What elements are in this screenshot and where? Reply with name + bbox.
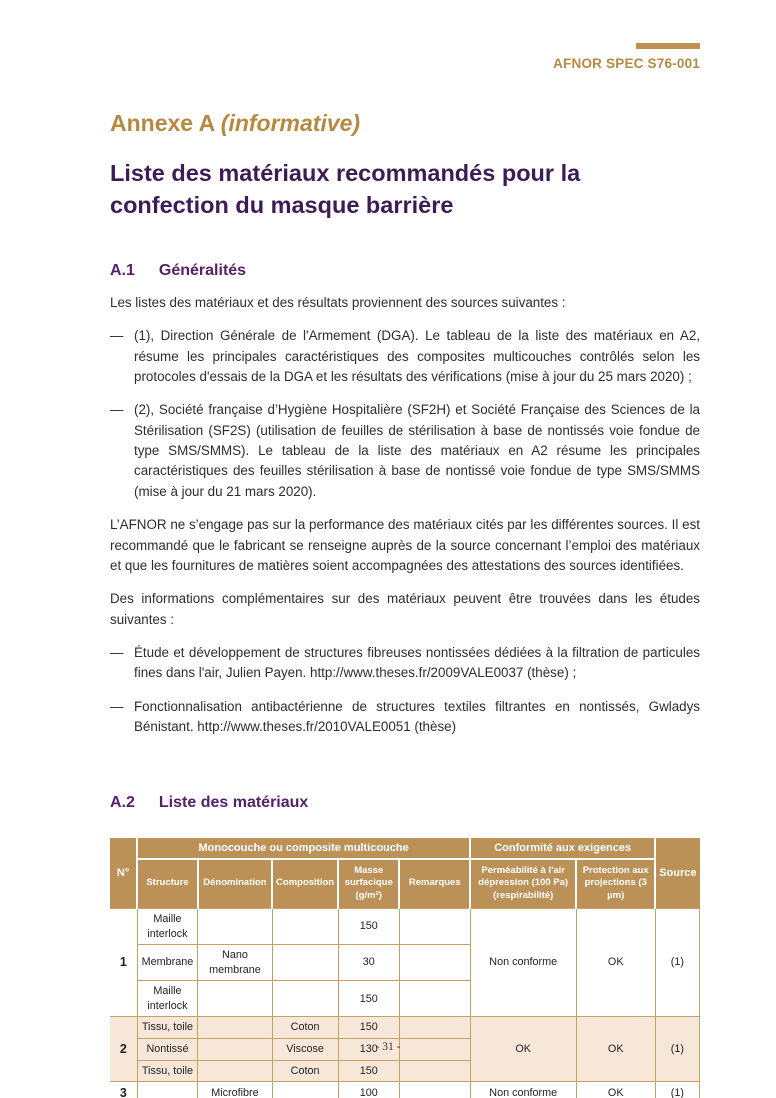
cell-denomination: Nano membrane (198, 945, 272, 981)
annexe-heading-main: Annexe A (110, 110, 215, 136)
cell-denomination: Microfibre (198, 1082, 272, 1098)
cell-permeabilite: Non conforme (470, 909, 576, 1017)
cell-remarques (399, 1082, 470, 1098)
table-subheader-row (110, 859, 700, 909)
col-header-masse-surfacique: Masse surfacique (g/m²) (338, 859, 399, 909)
cell-protection: OK (576, 1082, 655, 1098)
page-title: Liste des matériaux recommandés pour la confection du masque barrière (110, 160, 581, 219)
cell-source: (1) (655, 1017, 699, 1082)
cell-remarques (399, 981, 470, 1017)
annexe-heading-suffix: (informative) (220, 110, 361, 136)
section-heading-a2 (110, 794, 700, 812)
cell-denomination (198, 1017, 272, 1039)
cell-structure: Maille interlock (137, 981, 198, 1017)
col-header-n: N° (110, 838, 137, 909)
cell-remarques (399, 909, 470, 945)
cell-structure: Maille interlock (137, 909, 198, 945)
table-row (110, 1082, 700, 1098)
list-item (110, 326, 700, 387)
list-item (110, 697, 700, 738)
doc-reference: AFNOR SPEC S76-001 (553, 56, 700, 71)
col-header-denomination: Dénomination (198, 859, 272, 909)
page-number: - 31 - (375, 1041, 401, 1053)
table-header-row (110, 838, 700, 859)
cell-remarques (399, 945, 470, 981)
cell-permeabilite: Non conforme (470, 1082, 576, 1098)
cell-source: (1) (655, 1082, 699, 1098)
cell-denomination (198, 1060, 272, 1082)
col-header-source: Source (655, 838, 699, 909)
cell-masse-surfacique: 150 (338, 909, 399, 945)
section-heading-a1 (110, 262, 700, 280)
dash-marker: — (110, 698, 124, 714)
cell-num: 1 (110, 909, 137, 1017)
dash-marker: — (110, 645, 124, 661)
col-header-permeabilite: Perméabilité à l'air dépression (100 Pa) (respirabilité) (470, 859, 576, 909)
paragraph-afnor-disclaimer: L’AFNOR ne s’engage pas sur la performance des matériaux cités par les différentes sources. Il est recommandé que le fabricant se renseigne auprès de la source concernant l’emploi des matériaux et que les fournitures de matières soient accompagnées des attestations des sources identifiées. (110, 517, 700, 573)
dash-marker: — (110, 402, 124, 418)
dash-marker: — (110, 328, 124, 344)
col-group-conformite: Conformité aux exigences (470, 838, 655, 859)
cell-composition: Coton (272, 1060, 338, 1082)
cell-protection: OK (576, 909, 655, 1017)
cell-masse-surfacique: 130 (338, 1038, 399, 1060)
materials-table (110, 838, 700, 1098)
col-group-monocouche: Monocouche ou composite multicouche (137, 838, 470, 859)
cell-structure: Tissu, toile (137, 1060, 198, 1082)
col-header-structure: Structure (137, 859, 198, 909)
cell-denomination (198, 909, 272, 945)
list-item (110, 400, 700, 502)
annexe-heading (110, 110, 700, 137)
section-title: Liste des matériaux (158, 793, 309, 811)
cell-composition (272, 981, 338, 1017)
cell-remarques (399, 1060, 470, 1082)
cell-composition (272, 1082, 338, 1098)
cell-num: 2 (110, 1017, 137, 1082)
cell-source: (1) (655, 909, 699, 1017)
table-row (110, 909, 700, 945)
cell-composition: Viscose (272, 1038, 338, 1060)
sources-list (110, 326, 700, 502)
cell-structure: Membrane (137, 945, 198, 981)
list-item (110, 643, 700, 684)
paragraph-complementary-info: Des informations complémentaires sur des matériaux peuvent être trouvées dans les études suivantes : (110, 591, 700, 627)
materials-table-head (110, 838, 700, 909)
col-header-protection: Protection aux projections (3 µm) (576, 859, 655, 909)
cell-structure: Tissu, toile (137, 1017, 198, 1039)
cell-composition: Coton (272, 1017, 338, 1039)
header-rule (636, 43, 700, 49)
list-item-text: (2), Société française d’Hygiène Hospitalière (SF2H) et Société Française des Sciences de la Stérilisation (SF2S) (utilisation de feuilles de stérilisation à base de nontissés voie fondue de type SMS/SMMS). Le tableau de la liste des matériaux en A2 résume les principales caractéristiques des feuilles stérilisation à base de nontissé voie fondue de type SMS/SMMS (mise à jour du 21 mars 2020). (134, 402, 700, 499)
table-row (110, 1017, 700, 1039)
section-number: A.1 (110, 261, 135, 279)
list-item-text: Fonctionnalisation antibactérienne de structures textiles filtrantes en nontissés, Gwladys Bénistant. http://www.theses.fr/2010VALE0051 (thèse) (134, 698, 700, 735)
cell-masse-surfacique: 30 (338, 945, 399, 981)
cell-masse-surfacique: 100 (338, 1082, 399, 1098)
materials-table-body (110, 909, 700, 1098)
cell-composition (272, 909, 338, 945)
cell-permeabilite: OK (470, 1017, 576, 1082)
page-content (110, 110, 700, 1098)
cell-denomination (198, 981, 272, 1017)
studies-list (110, 643, 700, 738)
cell-structure: Nontissé (137, 1038, 198, 1060)
cell-remarques (399, 1017, 470, 1039)
col-header-remarques: Remarques (399, 859, 470, 909)
cell-structure (137, 1082, 198, 1098)
section-number: A.2 (110, 793, 135, 811)
list-item-text: (1), Direction Générale de l'Armement (DGA). Le tableau de la liste des matériaux en A2, résume les principales caractéristiques des composites multicouches contrôlés selon les protocoles d'essais de la DGA et les résultats des vérifications (mise à jour du 25 mars 2020) ; (134, 328, 700, 384)
page-header (553, 43, 700, 71)
cell-masse-surfacique: 150 (338, 981, 399, 1017)
cell-masse-surfacique: 150 (338, 1017, 399, 1039)
cell-composition (272, 945, 338, 981)
list-item-text: Étude et développement de structures fibreuses nontissées dédiées à la filtration de particules fines dans l'air, Julien Payen. http://www.theses.fr/2009VALE0037 (thèse) ; (134, 645, 700, 681)
cell-protection: OK (576, 1017, 655, 1082)
cell-num: 3 (110, 1082, 137, 1098)
cell-masse-surfacique: 150 (338, 1060, 399, 1082)
paragraph-intro: Les listes des matériaux et des résultats proviennent des sources suivantes : (110, 294, 566, 310)
col-header-composition: Composition (272, 859, 338, 909)
section-title: Généralités (158, 261, 247, 279)
